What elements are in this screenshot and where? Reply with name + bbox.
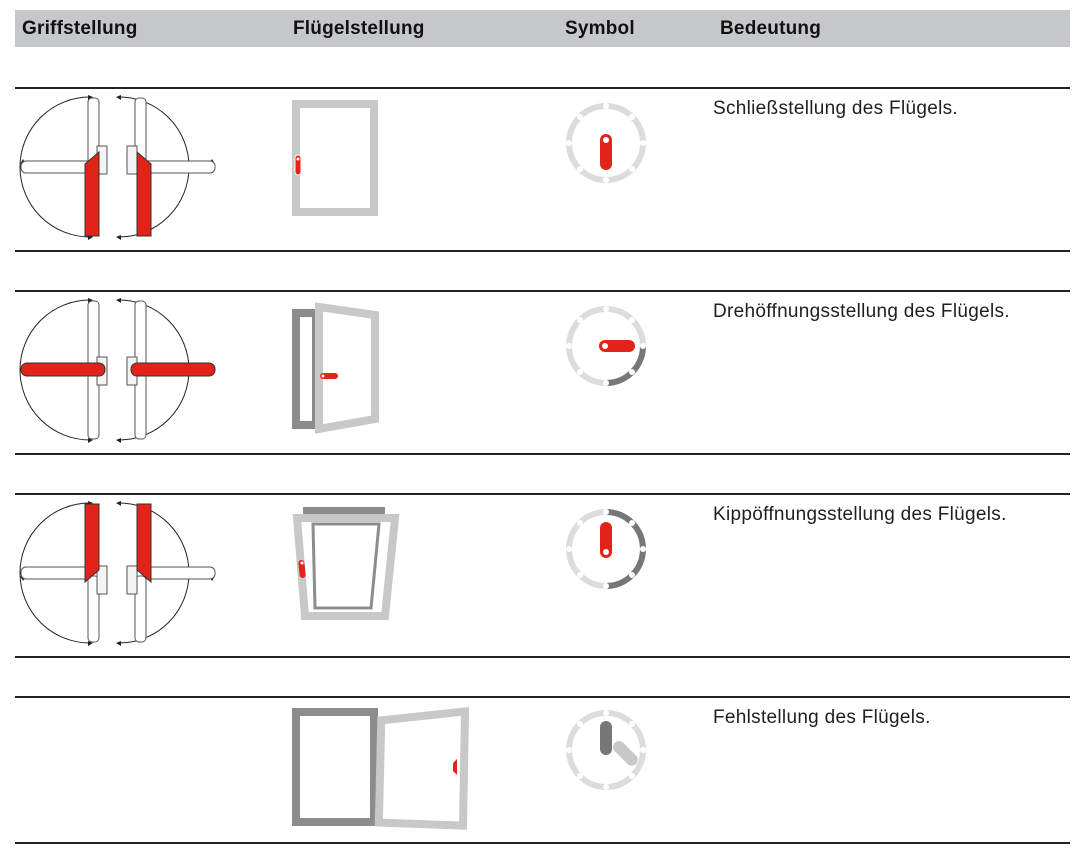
meaning-text: Fehlstellung des Flügels.: [713, 707, 931, 728]
header-griffstellung: Griffstellung: [22, 18, 138, 39]
symbol-closed-icon: [563, 100, 649, 186]
symbol-tilt-icon: [563, 506, 649, 592]
header-bedeutung: Bedeutung: [720, 18, 822, 39]
sash-turn-open-illustration: [291, 301, 386, 436]
table-header: [15, 10, 1070, 47]
sash-fault-illustration: [291, 707, 476, 832]
symbol-fault-icon: [563, 707, 649, 793]
sash-closed-illustration: [291, 99, 381, 219]
handle-position-up-illustration: [15, 500, 220, 650]
meaning-text: Drehöffnungsstellung des Flügels.: [713, 301, 1010, 322]
header-fluegelstellung: Flügelstellung: [293, 18, 425, 39]
meaning-text: Schließstellung des Flügels.: [713, 98, 958, 119]
meaning-text: Kippöffnungsstellung des Flügels.: [713, 504, 1007, 525]
header-symbol: Symbol: [565, 18, 635, 39]
symbol-turn-icon: [563, 303, 649, 389]
handle-position-horizontal-illustration: [15, 297, 220, 447]
handle-position-down-illustration: [15, 94, 220, 244]
table-row: [0, 697, 1080, 861]
sash-tilt-open-illustration: [291, 504, 401, 624]
table-row: [0, 88, 1080, 252]
table-row: [0, 494, 1080, 658]
table-row: [0, 291, 1080, 455]
